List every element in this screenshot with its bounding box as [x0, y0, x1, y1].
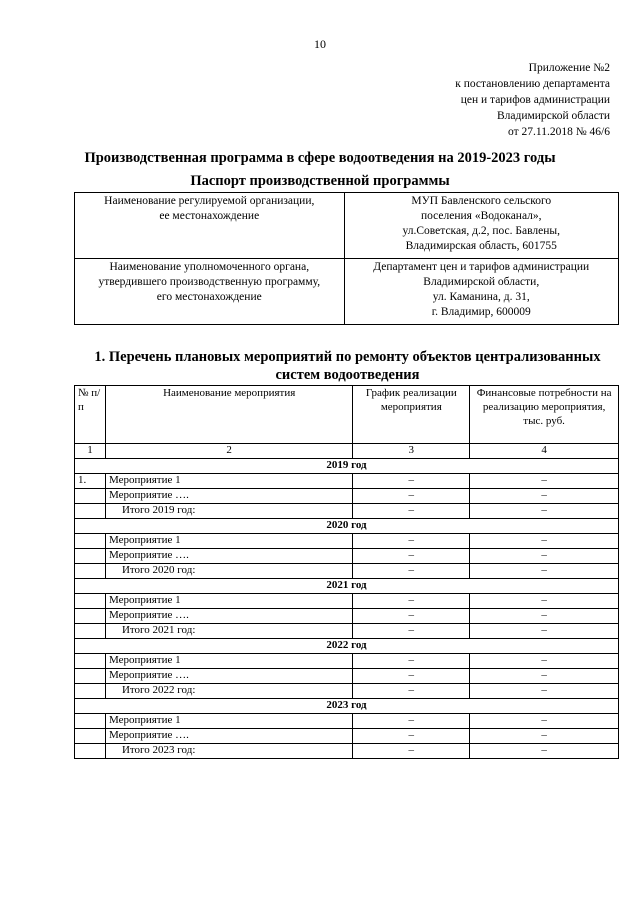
cell-finance: – — [470, 654, 619, 669]
events-header-row — [75, 386, 619, 444]
cell-name: Мероприятие 1 — [105, 714, 352, 729]
column-number: 1 — [75, 444, 106, 459]
page-number: 10 — [314, 37, 326, 51]
year-row — [75, 639, 619, 654]
section-title — [70, 348, 625, 384]
year-label: 2022 год — [75, 639, 619, 654]
cell-finance: – — [470, 669, 619, 684]
cell-name: Мероприятие …. — [105, 489, 352, 504]
cell-num — [75, 744, 106, 759]
cell-name: Мероприятие …. — [105, 549, 352, 564]
cell-num — [75, 624, 106, 639]
header-finance: Финансовые потребности на реализацию мероприятия, тыс. руб. — [470, 386, 619, 444]
table-row — [75, 534, 619, 549]
cell-name: Мероприятие 1 — [105, 474, 352, 489]
cell-schedule: – — [353, 489, 470, 504]
cell-finance: – — [470, 729, 619, 744]
year-label: 2023 год — [75, 699, 619, 714]
cell-name: Мероприятие …. — [105, 729, 352, 744]
cell-schedule: – — [353, 729, 470, 744]
passport-value-line: Владимирской области, — [423, 276, 540, 288]
cell-schedule: – — [353, 564, 470, 579]
cell-schedule: – — [353, 549, 470, 564]
cell-num — [75, 684, 106, 699]
appendix-line: цен и тарифов администрации — [460, 94, 610, 106]
cell-num — [75, 489, 106, 504]
table-row — [75, 684, 619, 699]
table-row — [75, 609, 619, 624]
document-title: Производственная программа в сфере водоотведения на 2019-2023 годы — [84, 150, 556, 166]
passport-value-line: ул.Советская, д.2, пос. Бавлены, — [402, 225, 560, 237]
year-label: 2019 год — [75, 459, 619, 474]
cell-finance: – — [470, 474, 619, 489]
passport-label-line: Наименование регулируемой организации, — [104, 195, 315, 207]
year-row — [75, 519, 619, 534]
cell-name: Итого 2022 год: — [105, 684, 352, 699]
cell-schedule: – — [353, 684, 470, 699]
passport-value-line: МУП Бавленского сельского — [411, 195, 552, 207]
cell-name: Мероприятие 1 — [105, 594, 352, 609]
cell-name: Итого 2021 год: — [105, 624, 352, 639]
table-row — [75, 504, 619, 519]
cell-finance: – — [470, 714, 619, 729]
cell-num — [75, 534, 106, 549]
cell-num — [75, 504, 106, 519]
passport-title: Паспорт производственной программы — [190, 173, 450, 189]
header-name: Наименование мероприятия — [105, 386, 352, 444]
passport-value-cell — [344, 259, 618, 325]
cell-schedule: – — [353, 474, 470, 489]
appendix-line: Владимирской области — [496, 110, 610, 122]
cell-name: Итого 2019 год: — [105, 504, 352, 519]
cell-name: Итого 2023 год: — [105, 744, 352, 759]
table-row — [75, 714, 619, 729]
column-number: 2 — [105, 444, 352, 459]
table-row — [75, 744, 619, 759]
cell-finance: – — [470, 549, 619, 564]
passport-value-line: Департамент цен и тарифов администрации — [373, 261, 590, 273]
cell-finance: – — [470, 624, 619, 639]
section-title-line: систем водоотведения — [275, 367, 420, 383]
table-row — [75, 654, 619, 669]
cell-num — [75, 549, 106, 564]
passport-label-cell — [75, 259, 345, 325]
passport-value-cell — [344, 193, 618, 259]
appendix-line: от 27.11.2018 № 46/6 — [508, 126, 610, 138]
cell-schedule: – — [353, 594, 470, 609]
cell-name: Мероприятие 1 — [105, 534, 352, 549]
table-row — [75, 474, 619, 489]
passport-value-line: поселения «Водоканал», — [420, 210, 542, 222]
passport-label-line: ее местонахождение — [159, 210, 260, 222]
cell-schedule: – — [353, 624, 470, 639]
cell-num — [75, 564, 106, 579]
cell-schedule: – — [353, 609, 470, 624]
cell-finance: – — [470, 684, 619, 699]
cell-schedule: – — [353, 744, 470, 759]
passport-table — [74, 192, 619, 325]
cell-schedule: – — [353, 504, 470, 519]
passport-value-line: г. Владимир, 600009 — [431, 306, 531, 318]
passport-value-line: Владимирская область, 601755 — [405, 240, 557, 252]
header-schedule: График реализации мероприятия — [353, 386, 470, 444]
cell-num — [75, 714, 106, 729]
cell-finance: – — [470, 609, 619, 624]
cell-num: 1. — [75, 474, 106, 489]
table-row — [75, 729, 619, 744]
column-number: 3 — [353, 444, 470, 459]
column-number: 4 — [470, 444, 619, 459]
cell-finance: – — [470, 564, 619, 579]
year-row — [75, 699, 619, 714]
cell-num — [75, 609, 106, 624]
cell-finance: – — [470, 489, 619, 504]
header-num: № п/п — [75, 386, 106, 444]
cell-schedule: – — [353, 534, 470, 549]
passport-label-cell — [75, 193, 345, 259]
table-row — [75, 549, 619, 564]
cell-schedule: – — [353, 669, 470, 684]
passport-label-line: Наименование уполномоченного органа, — [109, 261, 310, 273]
cell-finance: – — [470, 534, 619, 549]
table-row — [75, 669, 619, 684]
passport-label-line: утвердившего производственную программу, — [98, 276, 321, 288]
section-title-line: 1. Перечень плановых мероприятий по ремонту объектов централизованных — [94, 349, 601, 365]
cell-num — [75, 654, 106, 669]
events-table-body — [75, 386, 619, 759]
passport-row-authority — [75, 259, 619, 325]
passport-label-line: его местонахождение — [156, 291, 262, 303]
year-row — [75, 459, 619, 474]
table-row — [75, 624, 619, 639]
cell-num — [75, 594, 106, 609]
appendix-reference — [400, 60, 610, 140]
cell-name: Мероприятие …. — [105, 609, 352, 624]
cell-finance: – — [470, 744, 619, 759]
passport-row-organization — [75, 193, 619, 259]
appendix-line: Приложение №2 — [528, 62, 610, 74]
appendix-line: к постановлению департамента — [455, 78, 610, 90]
cell-finance: – — [470, 594, 619, 609]
year-label: 2020 год — [75, 519, 619, 534]
cell-name: Мероприятие …. — [105, 669, 352, 684]
cell-name: Итого 2020 год: — [105, 564, 352, 579]
cell-schedule: – — [353, 654, 470, 669]
column-number-row — [75, 444, 619, 459]
events-table — [74, 385, 619, 759]
cell-num — [75, 729, 106, 744]
cell-num — [75, 669, 106, 684]
year-label: 2021 год — [75, 579, 619, 594]
cell-schedule: – — [353, 714, 470, 729]
table-row — [75, 564, 619, 579]
passport-value-line: ул. Каманина, д. 31, — [432, 291, 530, 303]
year-row — [75, 579, 619, 594]
cell-name: Мероприятие 1 — [105, 654, 352, 669]
table-row — [75, 594, 619, 609]
cell-finance: – — [470, 504, 619, 519]
table-row — [75, 489, 619, 504]
